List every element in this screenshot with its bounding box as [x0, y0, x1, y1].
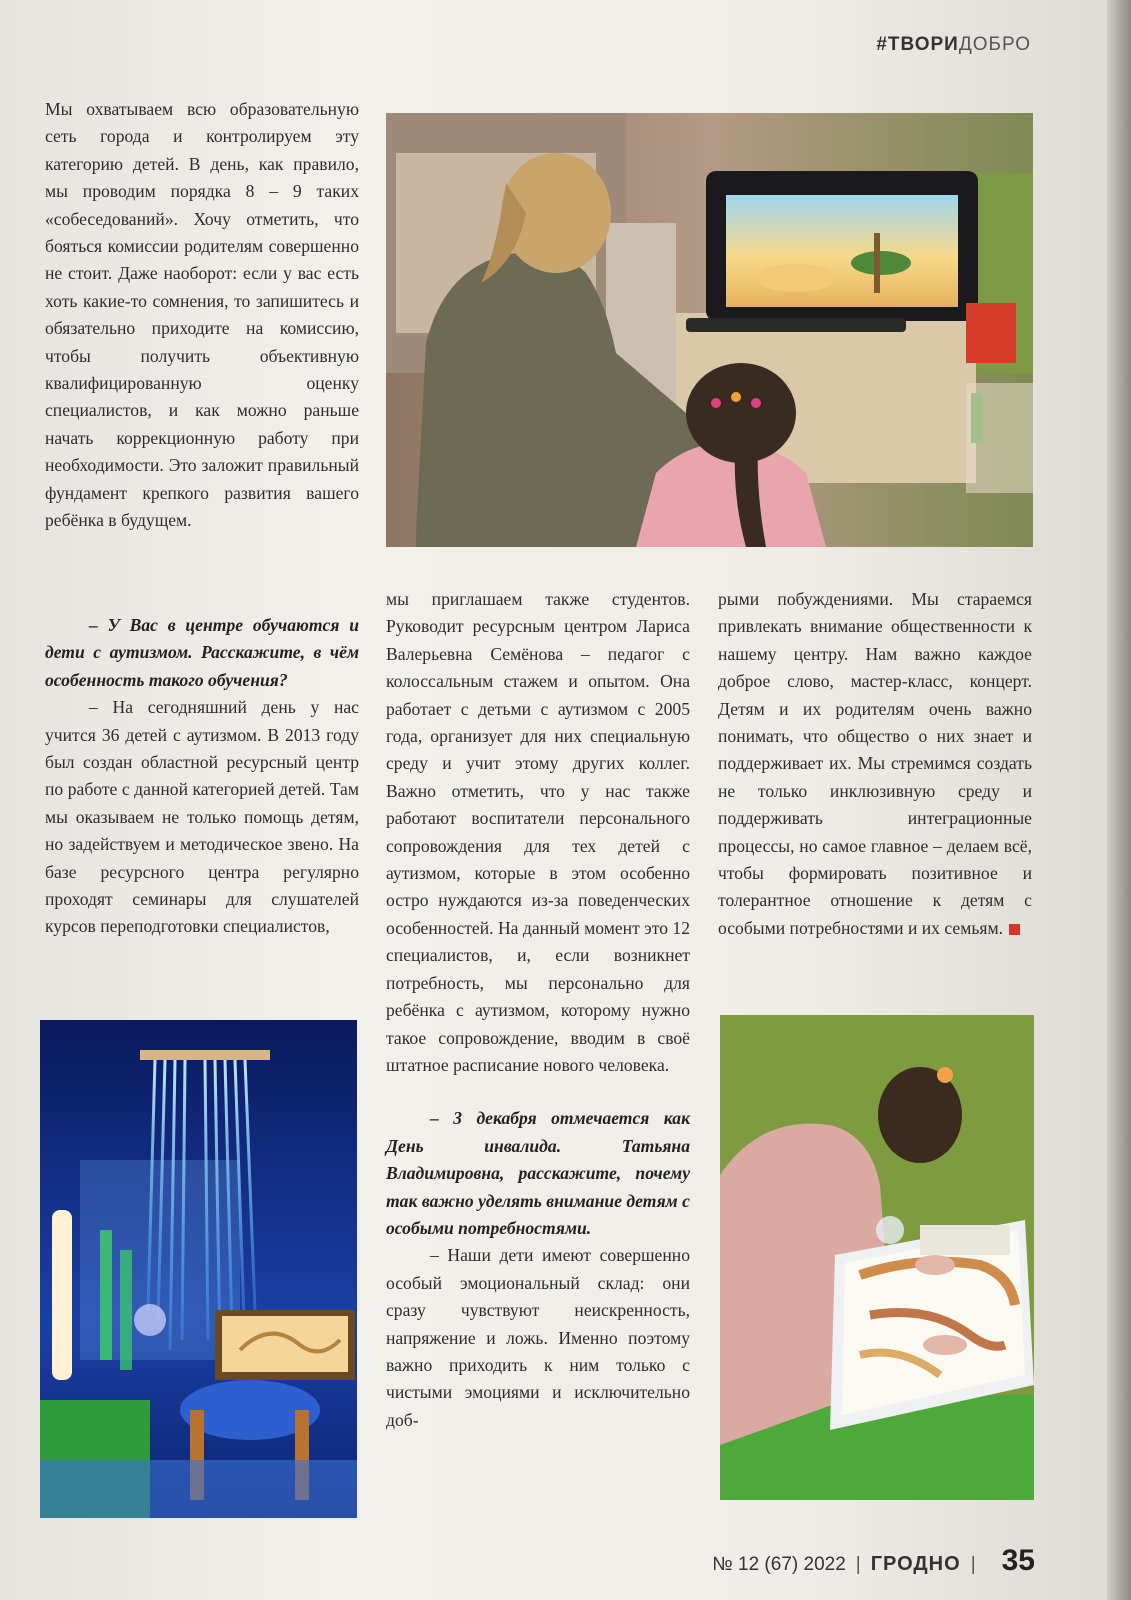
page-number: 35 [1001, 1544, 1035, 1577]
interview-answer: – На сегодняшний день у нас учится 36 детей с аутизмом. В 2013 году был создан областной ресурсный центр по работе с данной категорией детей. Там мы оказываем не только помощь детям, но задействуем и методическое звено. На базе ресурсного центра регулярно проходят семинары для слушателей курсов переподготовки специалистов, [45, 697, 359, 937]
page-footer [712, 1544, 1035, 1578]
column-3 [718, 586, 1032, 942]
article-paragraph: мы приглашаем также студентов. Руководит ресурсным центром Лариса Валерьевна Семёнова – педагог с колоссальным стажем и опытом. Она работает с детьми с аутизмом с 2005 года, организует для них специальную среду и учит этому других коллег. Важно отметить, что у нас также работают воспитатели персонального сопровождения для тех детей с аутизмом, которые в этом особенно остро нуждаются из-за поведенческих особенностей. На данный момент это 12 специалистов, и, если возникнет потребность, мы персонально для ребёнка с аутизмом, которому нужно такое сопровождение, вводим в своё штатное расписание нового человека. [386, 589, 690, 1075]
article-paragraph: рыми побуждениями. Мы стараемся привлекать внимание общественности к нашему центру. Нам важно каждое доброе слово, мастер-класс, концерт. Детям и их родителям очень важно понимать, что общество о них знает и поддерживает их. Мы стремимся создать не только инклюзивную среду и поддерживать интеграционные процессы, но самое главное – делаем всё, чтобы формировать позитивное и толерантное отношение к детям с особыми потребностями и их семьям. [718, 589, 1032, 938]
issue-number: № 12 (67) 2022 [712, 1554, 846, 1575]
page-spine-shadow [1107, 0, 1131, 1600]
photo-sensory-room [40, 1020, 357, 1518]
interview-answer: – Наши дети имеют совершенно особый эмоциональный склад: они сразу чувствуют неискренность, напряжение и ложь. Именно поэтому важно приходить к ним только с чистыми эмоциями и исключительно доб- [386, 1245, 690, 1430]
photo-sand-table [720, 1015, 1034, 1500]
paragraph-gap [386, 1079, 690, 1105]
column-1-intro [45, 96, 359, 535]
footer-separator: | [855, 1554, 861, 1575]
article-end-mark [1009, 924, 1020, 935]
article-paragraph: Мы охватываем всю образовательную сеть города и контролируем эту категорию детей. В день, как правило, мы проводим порядка 8 – 9 таких «собеседований». Хочу отметить, что бояться комиссии родителям совершенно не стоит. Даже наоборот: если у вас есть хоть какие-то сомнения, то запишитесь и обязательно приходите на комиссию, чтобы получить объективную квалифицированную оценку специалистов, и как можно раньше начать коррекционную работу при необходимости. Это заложит правильный фундамент крепкого развития вашего ребёнка в будущем. [45, 99, 359, 531]
interview-question: – У Вас в центре обучаются и дети с аутизмом. Расскажите, в чём особенность такого обучения? [45, 615, 359, 690]
photo-computer-lesson [386, 113, 1033, 547]
footer-separator: | [970, 1554, 976, 1575]
interview-question: – 3 декабря отмечается как День инвалида. Татьяна Владимировна, расскажите, почему так важно уделять внимание детям с особыми потребностями. [386, 1108, 690, 1238]
magazine-name: ГРОДНО [870, 1553, 961, 1575]
section-hashtag: #ТВОРИДОБРО [876, 34, 1031, 55]
column-2 [386, 586, 690, 1434]
column-1-qa [45, 612, 359, 941]
